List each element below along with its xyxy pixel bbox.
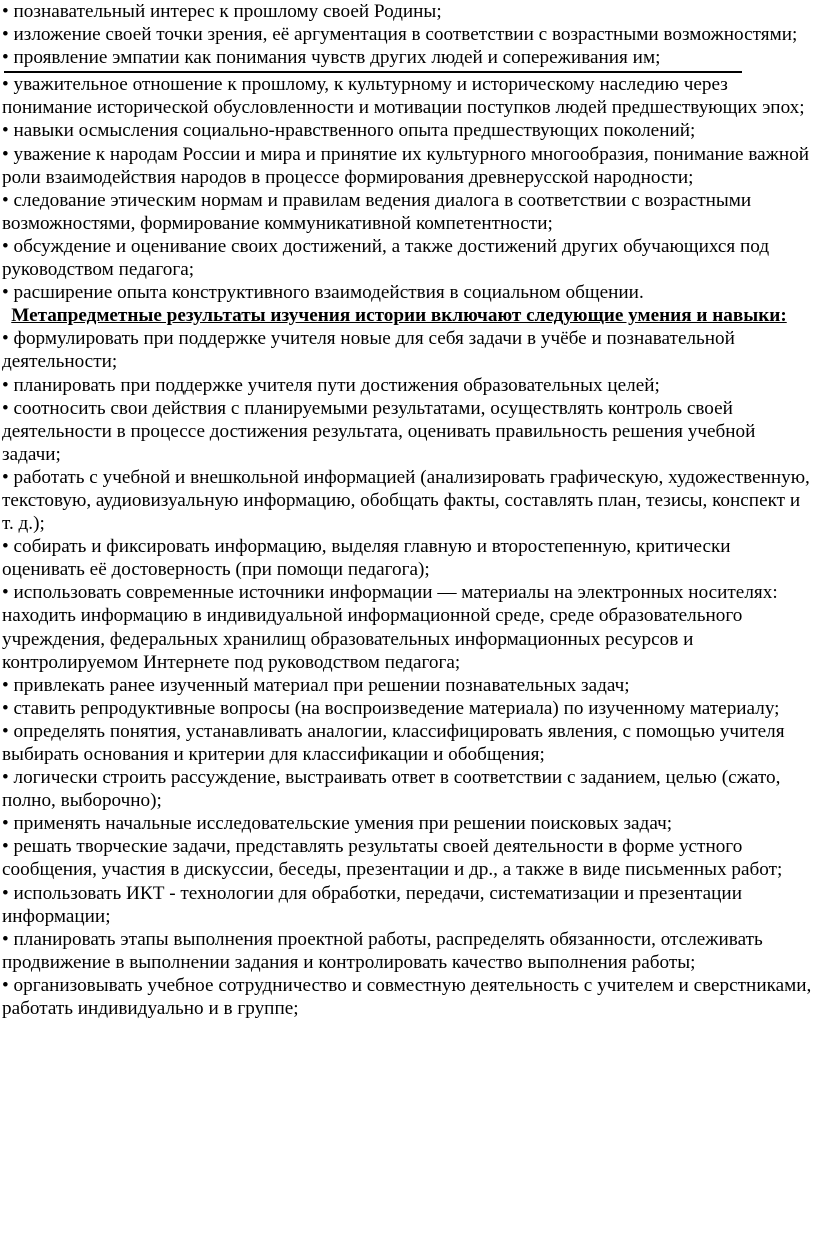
list-item: • использовать современные источники информации — материалы на электронных носителях: находить информацию в индивидуальной информационной среде, среде образовательного учреждения, федеральных хранилищ образовательных информационных ресурсов и контролируемом Интернете под руководством педагога; [2,582,778,673]
list-item: • определять понятия, устанавливать аналогии, классифицировать явления, с помощью учителя выбирать основания и критерии для классификации и обобщения; [2,720,785,765]
list-item: • уважительное отношение к прошлому, к культурному и историческому наследию через понимание исторической обусловленности и мотивации поступков людей предшествующих эпох; [2,74,805,119]
list-item: • навыки осмысления социально-нравственного опыта предшествующих поколений; [2,120,696,142]
list-item: • привлекать ранее изученный материал при решении познавательных задач; [2,674,630,696]
list-item: • применять начальные исследовательские умения при решении поисковых задач; [2,813,673,835]
list-item: • обсуждение и оценивание своих достижений, а также достижений других обучающихся под руководством педагога; [2,235,770,281]
list-item: • организовывать учебное сотрудничество и совместную деятельность с учителем и сверстниками, работать индивидуально и в группе; [2,974,812,1020]
list-item: • следование этическим нормам и правилам ведения диалога в соответствии с возрастными возможностями, формирование коммуникативной компетентности; [2,189,752,234]
list-item: • соотносить свои действия с планируемыми результатами, осуществлять контроль своей деятельности в процессе достижения результата, оценивать правильность решения учебной задачи; [2,397,756,465]
list-item: • изложение своей точки зрения, её аргументация в соответствии с возрастными возможностями; [2,24,798,46]
personal-results-list [2,0,812,304]
section-heading: Метапредметные результаты изучения истории включают следующие умения и навыки: [11,305,787,327]
list-item: • ставить репродуктивные вопросы (на воспроизведение материала) по изученному материалу; [2,697,780,719]
meta-results-list [2,327,812,1020]
list-item: • планировать этапы выполнения проектной работы, распределять обязанности, отслеживать продвижение в выполнении задания и контролировать качество выполнения работы; [2,928,763,973]
list-item: • собирать и фиксировать информацию, выделяя главную и второстепенную, критически оценивать её достоверность (при помощи педагога); [2,536,731,581]
list-item: • использовать ИКТ - технологии для обработки, передачи, систематизации и презентации информации; [2,882,742,927]
list-item: • работать с учебной и внешкольной информацией (анализировать графическую, художественную, текстовую, аудиовизуальную информацию, обобщать факты, составлять план, тезисы, конспект и т. д.); [2,466,810,535]
list-item: • проявление эмпатии как понимания чувств других людей и сопереживания им; [2,47,661,69]
list-item: • логически строить рассуждение, выстраивать ответ в соответствии с заданием, целью (сжато, полно, выборочно); [2,767,781,812]
list-item: • расширение опыта конструктивного взаимодействия в социальном общении. [2,282,644,304]
list-item: • познавательный интерес к прошлому своей Родины; [2,1,442,22]
list-item: • уважение к народам России и мира и принятие их культурного многообразия, понимание важной роли взаимодействия народов в процессе формирования древнерусской народности; [2,143,810,188]
list-item: • формулировать при поддержке учителя новые для себя задачи в учёбе и познавательной деятельности; [2,328,735,373]
list-item: • решать творческие задачи, представлять результаты своей деятельности в форме устного сообщения, участия в дискуссии, беседы, презентации и др., а также в виде письменных работ; [2,836,783,881]
list-item: • планировать при поддержке учителя пути достижения образовательных целей; [2,374,660,396]
